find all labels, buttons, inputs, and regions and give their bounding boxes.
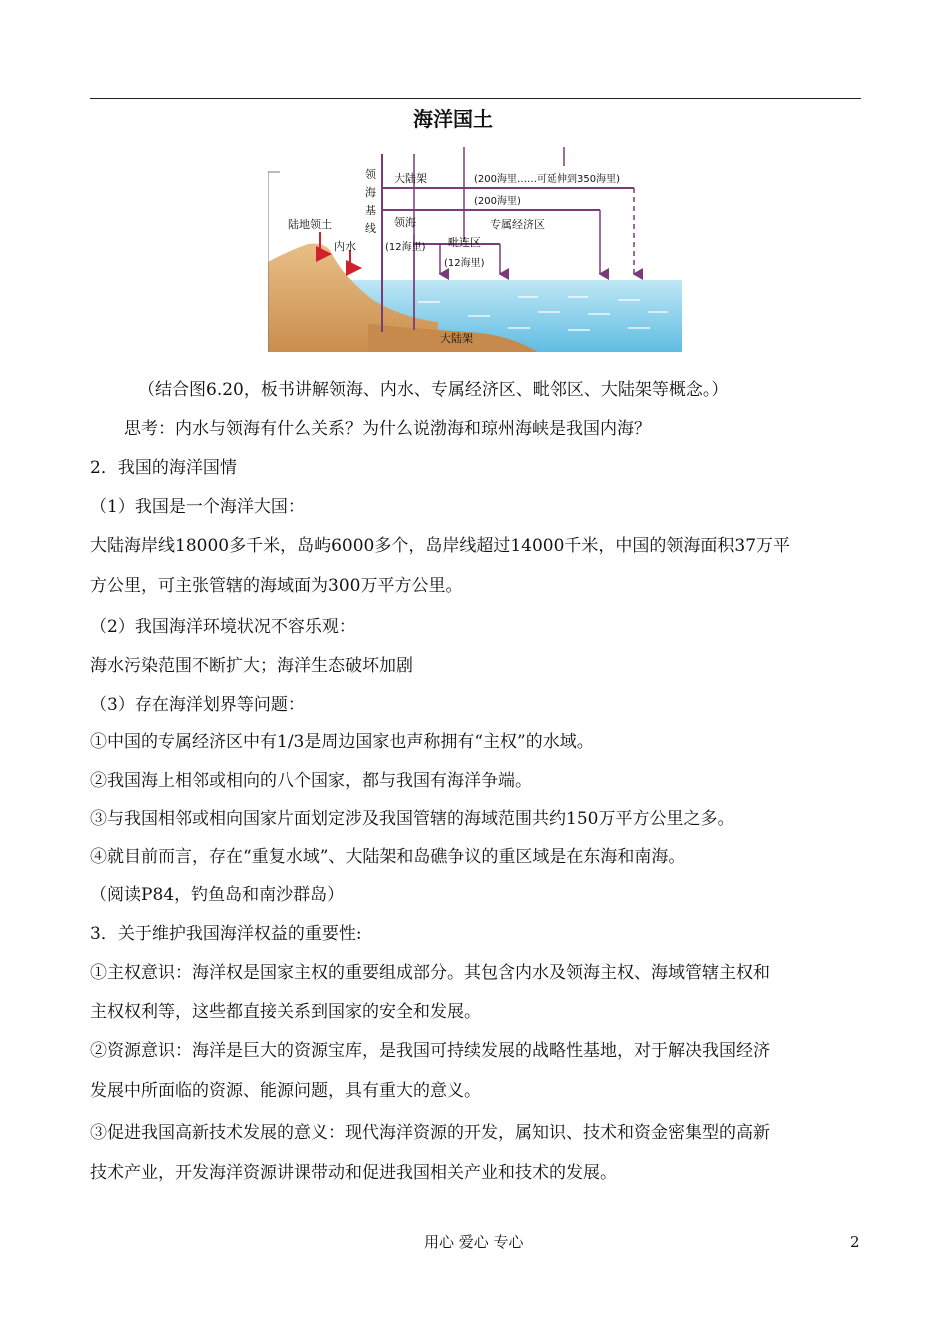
text-line: 发展中所面临的资源、能源问题，具有重大的意义。 [90,1081,481,1101]
figure-title: 海洋国土 [413,107,493,131]
header-rule [90,98,861,99]
label-territorial-sea: 领海 [394,216,416,229]
section-heading: 3．关于维护我国海洋权益的重要性: [90,924,362,944]
text-line: （阅读P84，钓鱼岛和南沙群岛） [90,885,345,905]
label-internal-waters: 内水 [334,240,356,253]
text-line: ①主权意识：海洋权是国家主权的重要组成部分。其包含内水及领海主权、海域管辖主权和 [90,963,770,983]
text-line: ③与我国相邻或相向国家片面划定涉及我国管辖的海域范围共约150万平方公里之多。 [90,809,735,829]
text-line: ②我国海上相邻或相向的八个国家，都与我国有海洋争端。 [90,771,532,791]
text-line: 技术产业，开发海洋资源讲课带动和促进我国相关产业和技术的发展。 [90,1163,617,1183]
text-line: （1）我国是一个海洋大国： [90,497,305,517]
text-line: 主权权利等，这些都直接关系到国家的安全和发展。 [90,1002,481,1022]
label-eez-range: (200海里) [474,196,521,207]
baseline-label [365,167,377,235]
text-line: 大陆海岸线18000多千米，岛屿6000多个，岛岸线超过14000千米，中国的领海面积37万平 [90,536,791,556]
label-continental-shelf-bottom: 大陆架 [440,332,473,345]
text-line: ②资源意识：海洋是巨大的资源宝库，是我国可持续发展的战略性基地，对于解决我国经济 [90,1041,770,1061]
svg-text:领: 领 [365,168,376,181]
text-line: （结合图6.20，板书讲解领海、内水、专属经济区、毗邻区、大陆架等概念。） [138,380,729,400]
section-heading: 2．我国的海洋国情 [90,458,237,478]
footer-motto: 用心 爱心 专心 [424,1233,524,1251]
page-number: 2 [850,1233,860,1251]
ocean-territory-diagram [268,102,682,352]
text-line: 海水污染范围不断扩大；海洋生态破坏加剧 [90,656,413,676]
label-eez: 专属经济区 [490,218,545,231]
label-land-territory: 陆地领土 [288,218,332,231]
label-cz-range: (12海里) [444,258,485,269]
text-line: 方公里，可主张管辖的海域面为300万平方公里。 [90,576,463,596]
text-line: ④就目前而言，存在“重复水域”、大陆架和岛礁争议的重区域是在东海和南海。 [90,847,686,867]
svg-text:线: 线 [365,222,376,235]
text-line: ③促进我国高新技术发展的意义：现代海洋资源的开发，属知识、技术和资金密集型的高新 [90,1123,770,1143]
text-line: （3）存在海洋划界等问题： [90,695,305,715]
label-continental-shelf-top: 大陆架 [394,172,427,185]
svg-text:海: 海 [365,186,376,199]
svg-text:基: 基 [365,204,376,217]
label-shelf-range: (200海里……可延伸到350海里) [474,174,620,185]
text-line: ①中国的专属经济区中有1/3是周边国家也声称拥有“主权”的水域。 [90,732,594,752]
label-contiguous-zone: 毗连区 [448,236,481,249]
text-line: （2）我国海洋环境状况不容乐观： [90,617,356,637]
label-ts-range: (12海里) [385,242,426,253]
text-line: 思考：内水与领海有什么关系？为什么说渤海和琼州海峡是我国内海？ [124,419,651,439]
